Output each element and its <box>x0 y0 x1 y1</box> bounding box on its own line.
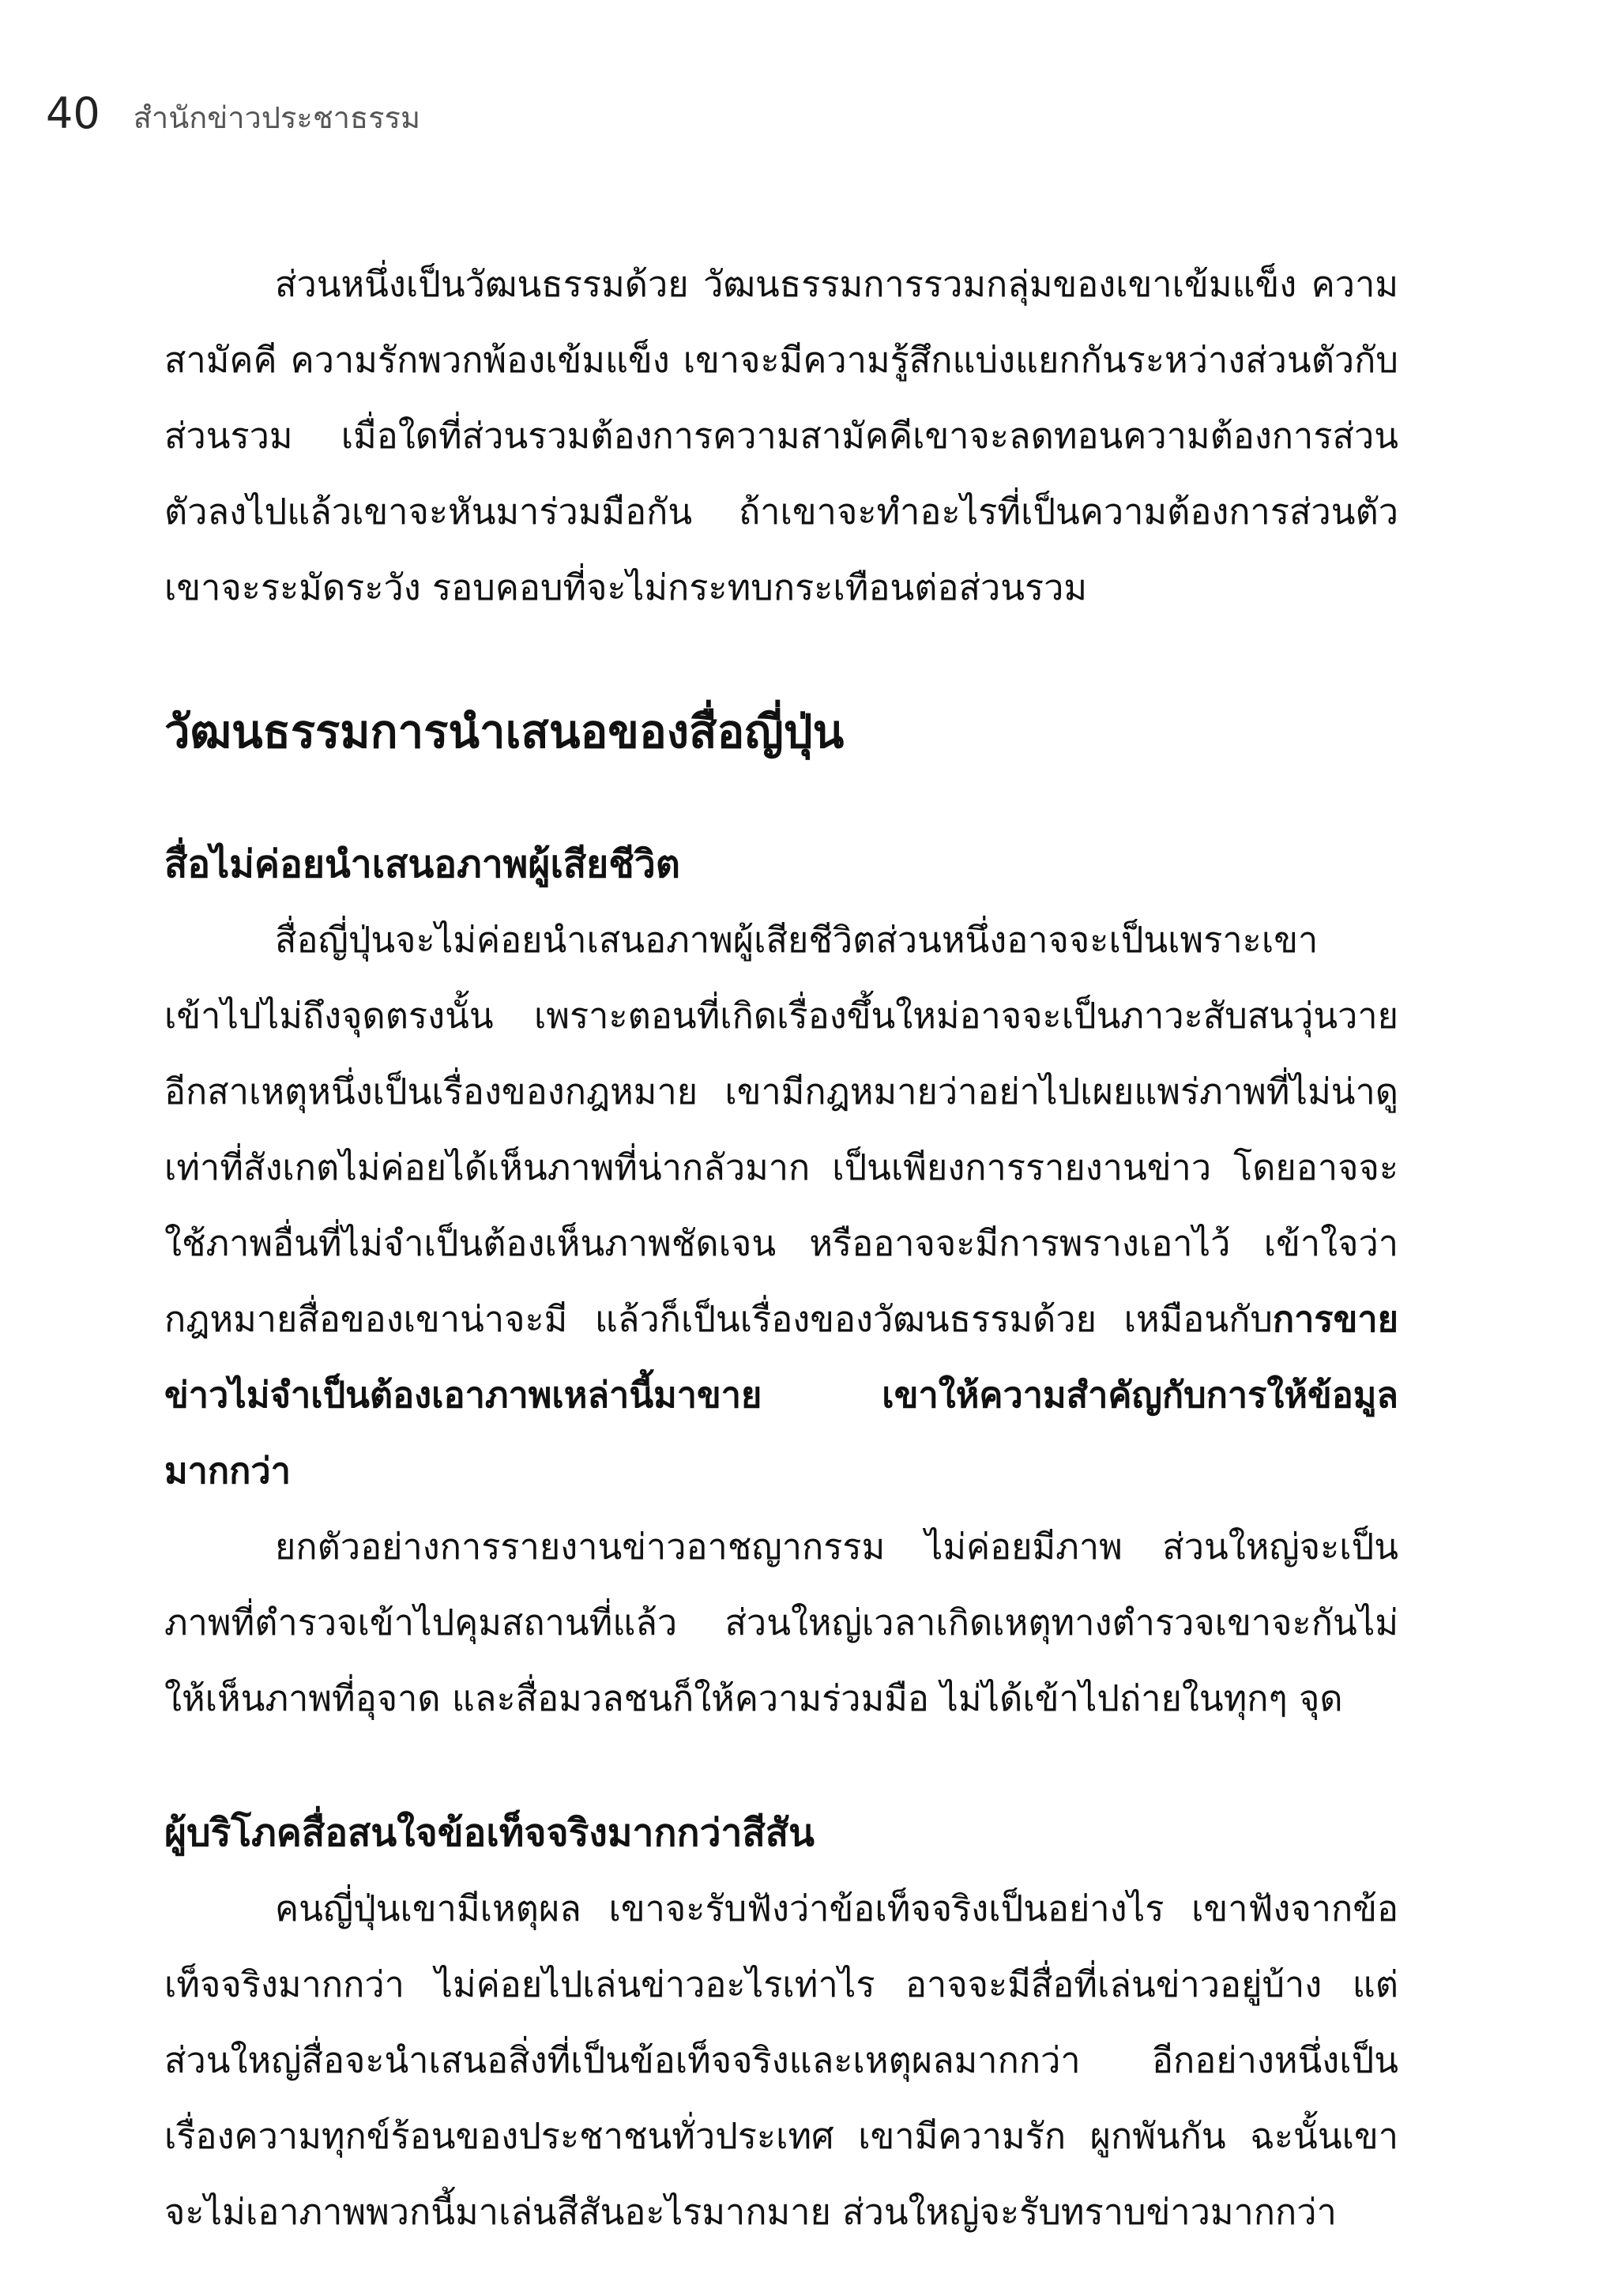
page-content <box>164 247 1398 2250</box>
subsection-title-1: สื่อไม่ค่อยนำเสนอภาพผู้เสียชีวิต <box>164 842 680 886</box>
section-title: วัฒนธรรมการนำเสนอของสื่อญี่ปุ่น <box>164 705 845 758</box>
subsection-2-paragraph-1: คนญี่ปุ่นเขามีเหตุผล เขาจะรับฟังว่าข้อเท็จจริงเป็นอย่างไร เขาฟังจากข้อเท็จจริงมากกว่า ไม่ค่อยไปเล่นข่าวอะไรเท่าไร อาจจะมีสื่อที่เล่นข่าวอยู่บ้าง แต่ส่วนใหญ่สื่อจะนำเสนอสิ่งที่เป็นข้อเท็จจริงและเหตุผลมากกว่า อีกอย่างหนึ่งเป็นเรื่องความทุกข์ร้อนของประชาชนทั่วประเทศ เขามีความรัก ผูกพันกัน ฉะนั้นเขาจะไม่เอาภาพพวกนี้มาเล่นสีสันอะไรมากมาย ส่วนใหญ่จะรับทราบข่าวมากกว่า <box>164 1888 1398 2233</box>
running-head: สำนักข่าวประชาธรรม <box>133 100 421 135</box>
subsection-1-paragraph-2: ยกตัวอย่างการรายงานข่าวอาชญากรรม ไม่ค่อยมีภาพ ส่วนใหญ่จะเป็นภาพที่ตำรวจเข้าไปคุมสถานที่แล้ว ส่วนใหญ่เวลาเกิดเหตุทางตำรวจเขาจะกันไม่ให้เห็นภาพที่อุจาด และสื่อมวลชนก็ให้ความร่วมมือ ไม่ได้เข้าไปถ่ายในทุกๆ จุด <box>164 1526 1398 1719</box>
page-number: 40 <box>46 88 100 138</box>
subsection-title-2: ผู้บริโภคสื่อสนใจข้อเท็จจริงมากกว่าสีสัน <box>164 1811 815 1855</box>
paragraph-text: สื่อญี่ปุ่นจะไม่ค่อยนำเสนอภาพผู้เสียชีวิตส่วนหนึ่งอาจจะเป็นเพราะเขาเข้าไปไม่ถึงจุดตรงนั้น เพราะตอนที่เกิดเรื่องขึ้นใหม่อาจจะเป็นภาวะสับสนวุ่นวาย อีกสาเหตุหนึ่งเป็นเรื่องของกฎหมาย เขามีกฎหมายว่าอย่าไปเผยแพร่ภาพที่ไม่น่าดู เท่าที่สังเกตไม่ค่อยได้เห็นภาพที่น่ากลัวมาก เป็นเพียงการรายงานข่าว โดยอาจจะใช้ภาพอื่นที่ไม่จำเป็นต้องเห็นภาพชัดเจน หรืออาจจะมีการพรางเอาไว้ เข้าใจว่ากฎหมายสื่อของเขาน่าจะมี แล้วก็เป็นเรื่องของวัฒนธรรมด้วย เหมือนกับ <box>164 919 1398 1340</box>
page-header <box>46 88 420 152</box>
bold-emphasis: การขายข่าวไม่จำเป็นต้องเอาภาพเหล่านี้มาขาย เขาให้ความสำคัญกับการให้ข้อมูลมากกว่า <box>164 1298 1398 1492</box>
intro-paragraph: ส่วนหนึ่งเป็นวัฒนธรรมด้วย วัฒนธรรมการรวมกลุ่มของเขาเข้มแข็ง ความสามัคคี ความรักพวกพ้องเข้มแข็ง เขาจะมีความรู้สึกแบ่งแยกกันระหว่างส่วนตัวกับส่วนรวม เมื่อใดที่ส่วนรวมต้องการความสามัคคีเขาจะลดทอนความต้องการส่วนตัวลงไปแล้วเขาจะหันมาร่วมมือกัน ถ้าเขาจะทำอะไรที่เป็นความต้องการส่วนตัว เขาจะระมัดระวัง รอบคอบที่จะไม่กระทบกระเทือนต่อส่วนรวม <box>164 263 1398 608</box>
subsection-1-paragraph-1 <box>164 902 1398 1509</box>
section-spacer <box>164 1737 1398 1795</box>
